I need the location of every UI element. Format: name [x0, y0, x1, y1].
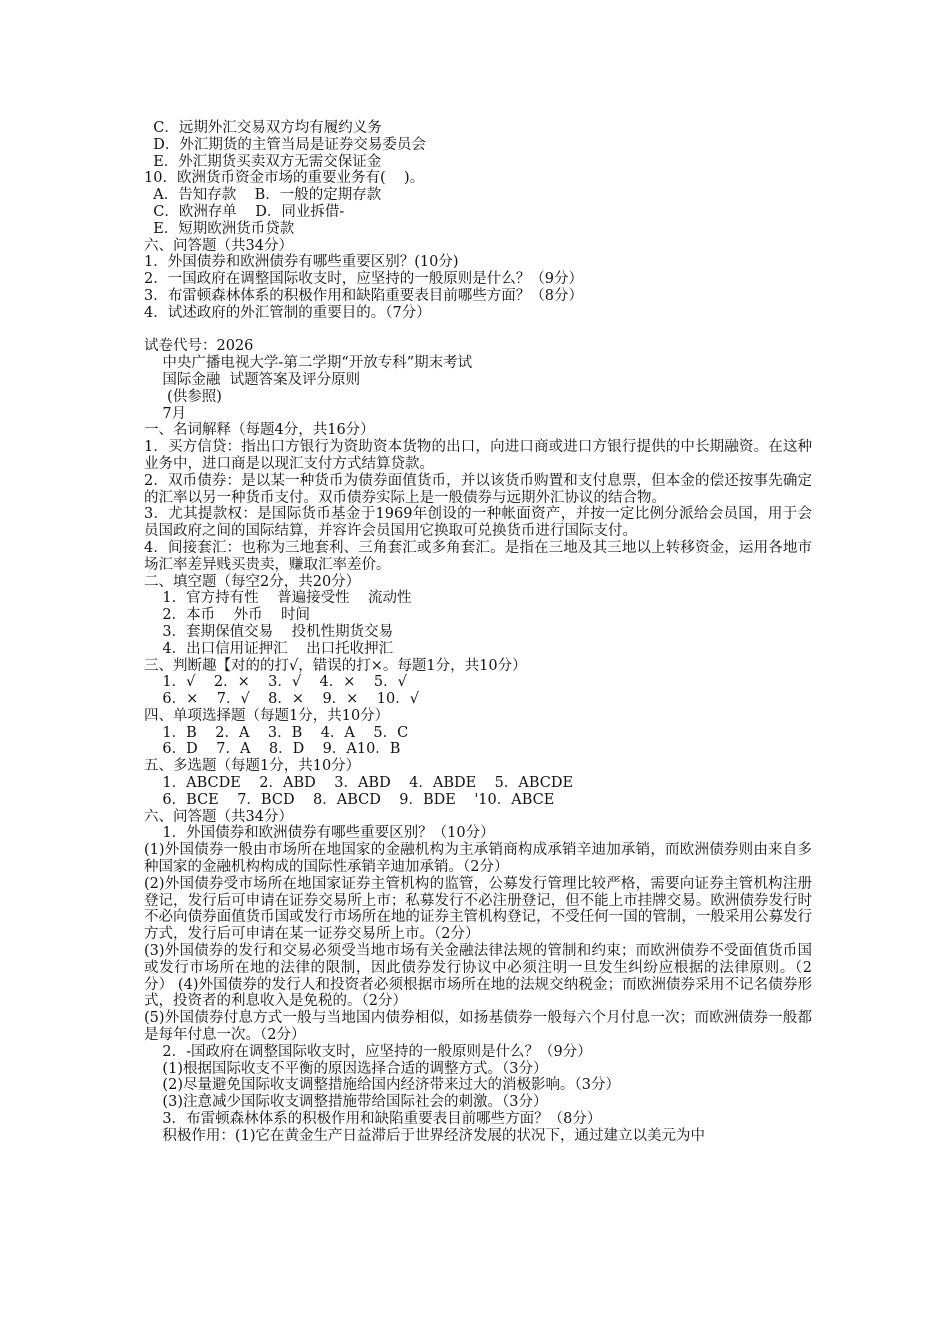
text-line: 3．布雷顿森林体系的积极作用和缺陷重要表目前哪些方面？（8分） [144, 1111, 602, 1128]
text-line: 中央广播电视大学-第二学期“开放专科”期末考试 [144, 355, 473, 372]
text-line: 2．-国政府在调整国际收支时，应坚持的一般原则是什么？（9分） [144, 1043, 592, 1060]
text-line: D．外汇期货的主管当局是证券交易委员会 [144, 136, 426, 153]
text-line: 6．BCE 7．BCD 8．ABCD 9．BDE '10．ABCE [144, 791, 555, 808]
text-line: (2)尽量避免国际收支调整措施给国内经济带来过大的消极影响。（3分） [144, 1077, 620, 1094]
text-line: 六、问答题（共34分） [144, 808, 293, 825]
paragraph: (1)外国债券一般由市场所在地国家的金融机构为主承销商构成承销辛迪加承销，而欧洲债券则由来自多种国家的金融机构构成的国际性承销辛迪加承销。（2分） [144, 842, 812, 876]
text-line: A．告知存款 B．一般的定期存款 [144, 187, 382, 204]
text-line: 3．套期保值交易 投机性期货交易 [144, 623, 394, 640]
paragraph: (2)外国债券受市场所在地国家证券主管机构的监管，公募发行管理比较严格，需要向证券主管机构注册登记，发行后可申请在证券交易所上市；私募发行不必注册登记，但不能上市挂牌交易。欧洲债券发行时不必向债券面值货币国或发行市场所在地的证券主管机构登记，不受任何一国的管制，一般采用公募发行方式，发行后可申请在某一证券交易所上市。（2分） [144, 875, 812, 943]
text-line: 四、单项选择题（每题1分，共10分） [144, 707, 390, 724]
text-line: 2．一国政府在调整国际收支时，应坚持的一般原则是什么？（9分） [144, 271, 583, 288]
paragraph: 1．买方信贷：指出口方银行为资助资本货物的出口，向进口商或进口方银行提供的中长期融资。在这种业务中，进口商是以现汇支付方式结算贷款。 [144, 439, 812, 472]
document-page [144, 120, 812, 1145]
blank-line [144, 322, 812, 339]
paragraph: 3．尤其提款权：是国际货币基金于1969年创设的一种帐面资产，并按一定比例分派给会员国，用于会员国政府之间的国际结算，并容许会员国用它换取可兑换货币进行国际支付。 [144, 506, 812, 540]
paragraph: 2．双币债券：是以某一种货币为债券面值货币，并以该货币购置和支付息票，但本金的偿还按事先确定的汇率以另一种货币支付。双币债券实际上是一般债券与远期外汇协议的结合物。 [144, 472, 812, 506]
paragraph: (5)外国债券付息方式一般与当地国内债券相似，如扬基债券一般每六个月付息一次；而欧洲债券一般都是每年付息一次。（2分） [144, 1010, 812, 1044]
text-line: 试卷代号：2026 [144, 338, 254, 355]
text-line: 五、多选题（每题1分，共10分） [144, 758, 361, 775]
paragraph: 4．间接套汇：也称为三地套利、三角套汇或多角套汇。是指在三地及其三地以上转移资金，运用各地市场汇率差异贱买贵卖，赚取汇率差价。 [144, 539, 812, 573]
text-line: 1．外国债券和欧洲债券有哪些重要区别？(10分) [144, 254, 459, 271]
text-line: (3)注意减少国际收支调整措施带给国际社会的刺激。（3分） [144, 1094, 548, 1111]
text-line: 六、问答题（共34分） [144, 237, 293, 254]
text-line: (供参照) [144, 388, 222, 405]
text-line: 4．出口信用证押汇 出口托收押汇 [144, 640, 394, 657]
text-line: 4．试述政府的外汇管制的重要目的。（7分） [144, 304, 431, 321]
text-line: 1．ABCDE 2．ABD 3．ABD 4．ABDE 5．ABCDE [144, 775, 574, 792]
text-line: 一、名词解释（每题4分，共16分） [144, 422, 375, 439]
text-line: 1．外国债券和欧洲债券有哪些重要区别？（10分） [144, 825, 495, 842]
text-line: 三、判断趣【对的的打√，错误的打×。每题1分，共10分） [144, 657, 527, 674]
text-line: C．远期外汇交易双方均有履约义务 [144, 120, 382, 136]
text-line: 国际金融 试题答案及评分原则 [144, 371, 361, 388]
text-line: 7月 [144, 405, 187, 422]
text-line: 1．√ 2．× 3．√ 4．× 5．√ [144, 674, 407, 691]
text-line: E．外汇期货买卖双方无需交保证金 [144, 153, 382, 170]
text-line: 6．D 7．A 8．D 9．A10．B [144, 741, 401, 758]
paragraph: (3)外国债券的发行和交易必须受当地市场有关金融法律法规的管制和约束；而欧洲债券不受面值货币国或发行市场所在地的法律的限制，因此债券发行协议中必须注明一旦发生纠纷应根据的法律原则。（2分） (4)外国债券的发行人和投资者必须根据市场所在地的法规交纳税金；而欧洲债券采用不记名债券形式，投资者的利息收入是免税的。（2分） [144, 943, 812, 1010]
text-line: (1)根据国际收支不平衡的原因选择合适的调整方式。（3分） [144, 1060, 548, 1077]
text-line: 积极作用：(1)它在黄金生产日益滞后于世界经济发展的状况下，通过建立以美元为中 [144, 1127, 705, 1144]
text-line: C．欧洲存单 D．同业拆借- [144, 203, 345, 220]
text-line: 二、填空题（每空2分，共20分） [144, 573, 361, 590]
text-line: E．短期欧洲货币贷款 [144, 220, 295, 237]
text-line: 1．官方持有性 普遍接受性 流动性 [144, 590, 412, 607]
text-line: 6．× 7．√ 8．× 9．× 10．√ [144, 691, 419, 708]
text-line: 1．B 2．A 3．B 4．A 5．C [144, 724, 409, 741]
text-line: 3．布雷顿森林体系的积极作用和缺陷重要表目前哪些方面？（8分） [144, 287, 583, 304]
text-line: 2．本币 外币 时间 [144, 607, 311, 624]
text-line: 10．欧洲货币资金市场的重要业务有( )。 [144, 170, 425, 187]
